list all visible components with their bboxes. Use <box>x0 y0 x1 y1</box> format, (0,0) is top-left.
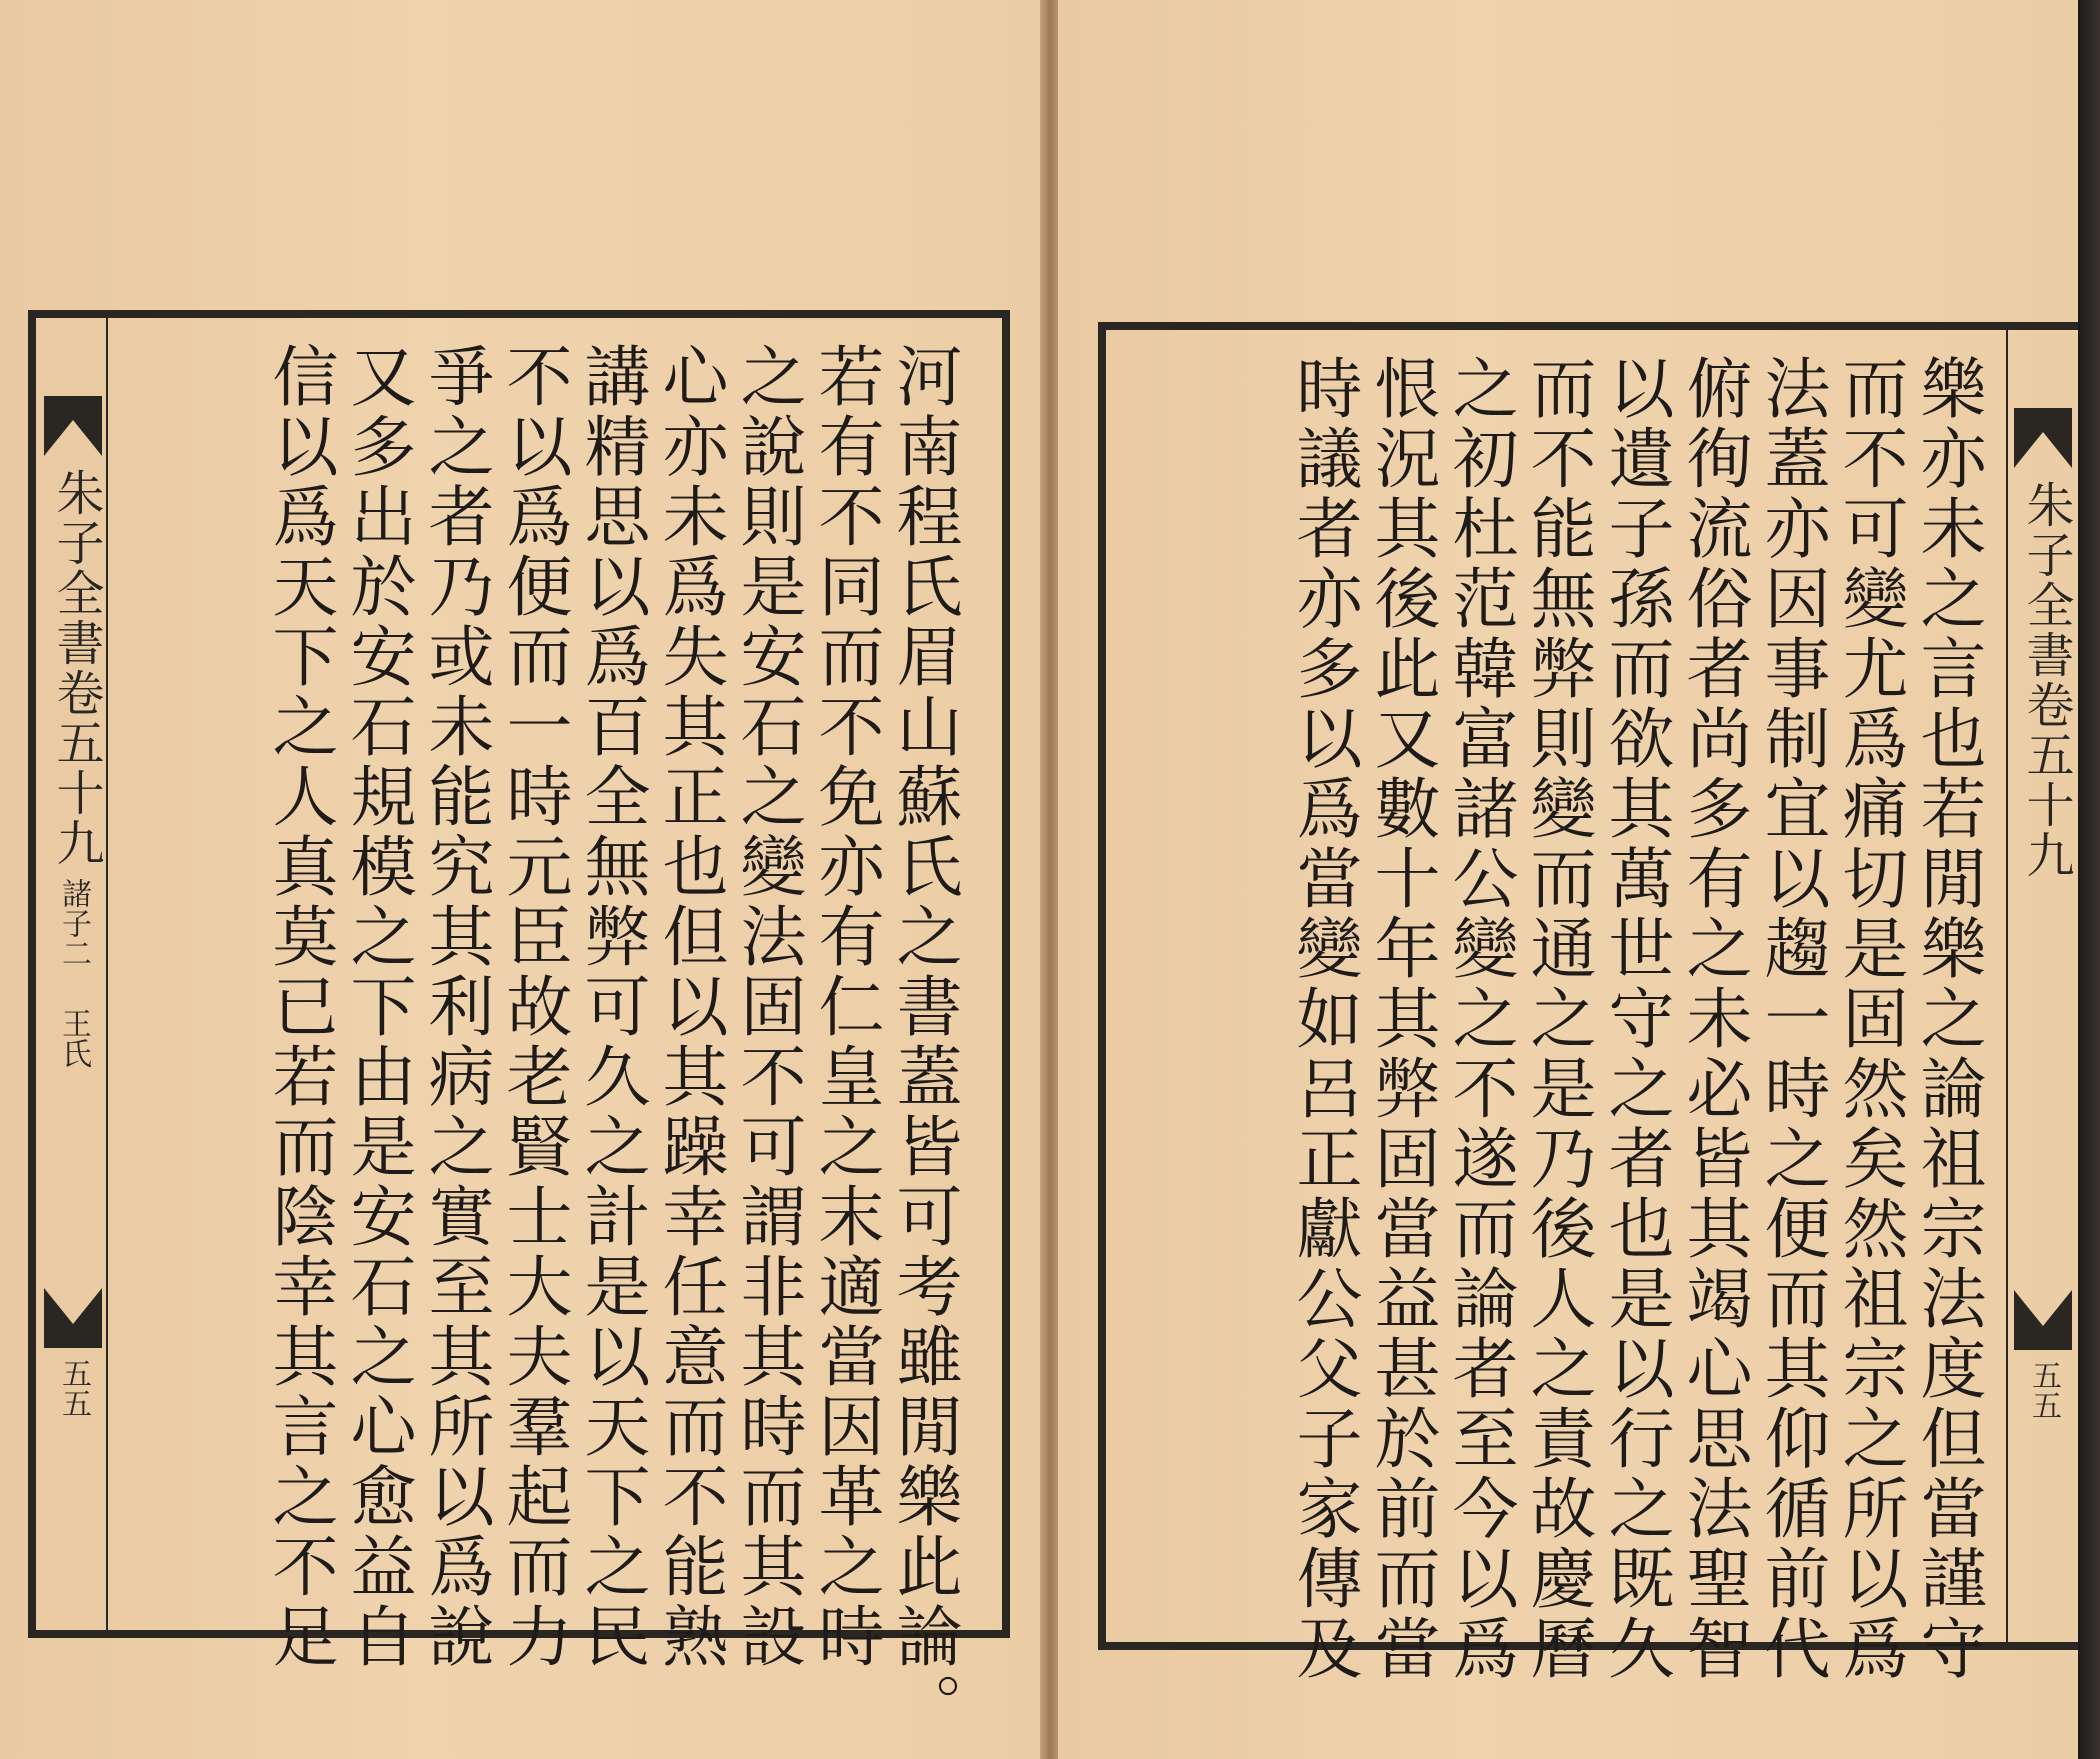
text-column: 河南程氏眉山蘇氏之書蓋皆可考雖閒樂此論。 <box>885 342 962 1742</box>
left-page-number: 五五 <box>56 1358 91 1418</box>
text-column: 講精思以爲百全無弊可久之計是以天下之民 <box>573 342 650 1672</box>
text-column: 時議者亦多以爲當變如呂正獻公父子家傳及 <box>1285 354 1362 1684</box>
right-margin-column <box>2014 330 2072 1642</box>
text-column: 恨況其後此又數十年其弊固當益甚於前而當 <box>1363 354 1440 1684</box>
left-margin-column <box>44 318 102 1630</box>
right-main-text <box>1126 354 1986 1684</box>
right-margin-rule <box>2006 330 2008 1642</box>
text-column: 而不能無弊則變而通之是乃後人之責故慶曆 <box>1519 354 1596 1684</box>
text-column: 俯徇流俗者尚多有之未必皆其竭心思法聖智 <box>1675 354 1752 1684</box>
left-margin-section: 諸子二 <box>56 878 91 968</box>
upper-fishtail-mark <box>44 396 102 456</box>
right-leaf <box>1058 0 2078 1759</box>
text-column: 法蓋亦因事制宜以趨一時之便而其仰循前代 <box>1753 354 1830 1684</box>
lower-fishtail-mark <box>44 1288 102 1348</box>
left-margin-title: 朱子全書卷五十九 <box>48 468 104 868</box>
text-column: 心亦未爲失其正也但以其躁幸任意而不能熟 <box>651 342 728 1672</box>
text-column: 爭之者乃或未能究其利病之實至其所以爲說 <box>417 342 494 1672</box>
text-column: 不以爲便而一時元臣故老賢士大夫羣起而力 <box>495 342 572 1672</box>
text-column: 以遺子孫而欲其萬世守之者也是以行之既久 <box>1597 354 1674 1684</box>
text-column: 而不可變尤爲痛切是固然矣然祖宗之所以爲 <box>1831 354 1908 1684</box>
text-column: 之說則是安石之變法固不可謂非其時而其設 <box>729 342 806 1672</box>
text-column: 之初杜范韓富諸公變之不遂而論者至今以爲 <box>1441 354 1518 1684</box>
lower-fishtail-mark <box>2014 1290 2072 1350</box>
text-column: 樂亦未之言也若閒樂之論祖宗法度但當謹守 <box>1909 354 1986 1684</box>
right-margin-title: 朱子全書卷五十九 <box>2018 480 2074 880</box>
text-column: 信以爲天下之人真莫已若而陰幸其言之不足 <box>261 342 338 1672</box>
left-text-frame <box>28 310 1010 1742</box>
text-column: 又多出於安石規模之下由是安石之心愈益自 <box>339 342 416 1672</box>
scan-edge <box>2078 0 2100 1759</box>
upper-fishtail-mark <box>2014 408 2072 468</box>
right-text-frame <box>1098 322 2098 1684</box>
text-column: 若有不同而不免亦有仁皇之末適當因革之時 <box>807 342 884 1672</box>
right-page-number: 五五 <box>2026 1360 2061 1420</box>
left-margin-sub: 王氏 <box>56 1008 91 1068</box>
left-main-text <box>102 342 962 1742</box>
